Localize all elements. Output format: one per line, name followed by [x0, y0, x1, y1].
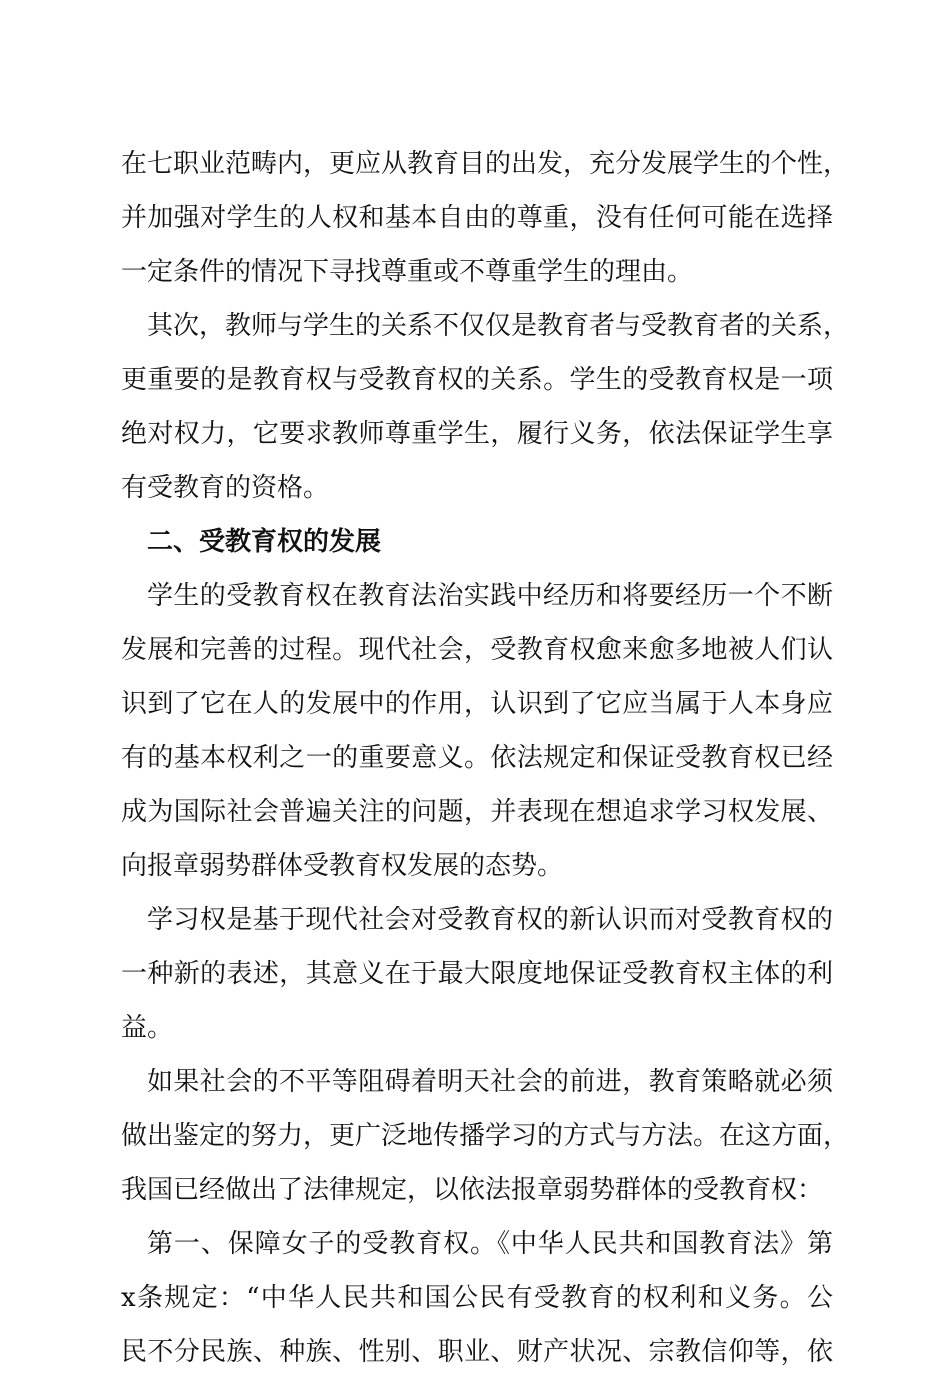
paragraph — [121, 137, 850, 299]
text-line: 益。 — [121, 1013, 174, 1043]
paragraph — [121, 1217, 833, 1379]
paragraph — [121, 299, 850, 515]
paragraph — [121, 1055, 850, 1217]
text-line: 在七职业范畴内，更应从教育目的出发，充分发展学生的个性， — [121, 149, 850, 179]
text-line: 发展和完善的过程。现代社会，受教育权愈来愈多地被人们认 — [121, 635, 833, 665]
text-line: 其次，教师与学生的关系不仅仅是教育者与受教育者的关系， — [147, 311, 850, 341]
text-line: 成为国际社会普遍关注的问题，并表现在想追求学习权发展、 — [121, 797, 833, 827]
paragraph — [121, 569, 833, 893]
text-line: 一种新的表述，其意义在于最大限度地保证受教育权主体的利 — [121, 959, 833, 989]
section-heading — [121, 515, 833, 569]
text-line: 识到了它在人的发展中的作用，认识到了它应当属于人本身应 — [121, 689, 833, 719]
text-line: 有受教育的资格。 — [121, 473, 330, 503]
text-line: 如果社会的不平等阻碍着明天社会的前进，教育策略就必须 — [147, 1067, 833, 1097]
text-line: 我国已经做出了法律规定，以依法报章弱势群体的受教育权： — [121, 1175, 824, 1205]
text-line: 学习权是基于现代社会对受教育权的新认识而对受教育权的 — [147, 905, 833, 935]
heading-text: 二、受教育权的发展 — [147, 527, 382, 557]
text-line: x条规定：“中华人民共和国公民有受教育的权利和义务。公 — [121, 1283, 833, 1313]
text-line: 学生的受教育权在教育法治实践中经历和将要经历一个不断 — [147, 581, 833, 611]
text-line: 民不分民族、种族、性别、职业、财产状况、宗教信仰等，依 — [121, 1337, 833, 1367]
text-line: 绝对权力，它要求教师尊重学生，履行义务，依法保证学生享 — [121, 419, 833, 449]
text-line: 做出鉴定的努力，更广泛地传播学习的方式与方法。在这方面， — [121, 1121, 850, 1151]
paragraph — [121, 893, 833, 1055]
text-line: 有的基本权利之一的重要意义。依法规定和保证受教育权已经 — [121, 743, 833, 773]
text-line: 向报章弱势群体受教育权发展的态势。 — [121, 851, 564, 881]
text-line: 更重要的是教育权与受教育权的关系。学生的受教育权是一项 — [121, 365, 833, 395]
document-body — [121, 137, 850, 1379]
text-line: 第一、保障女子的受教育权。《中华人民共和国教育法》第 — [147, 1229, 833, 1259]
text-line: 一定条件的情况下寻找尊重或不尊重学生的理由。 — [121, 257, 694, 287]
text-line: 并加强对学生的人权和基本自由的尊重，没有任何可能在选择 — [121, 203, 833, 233]
